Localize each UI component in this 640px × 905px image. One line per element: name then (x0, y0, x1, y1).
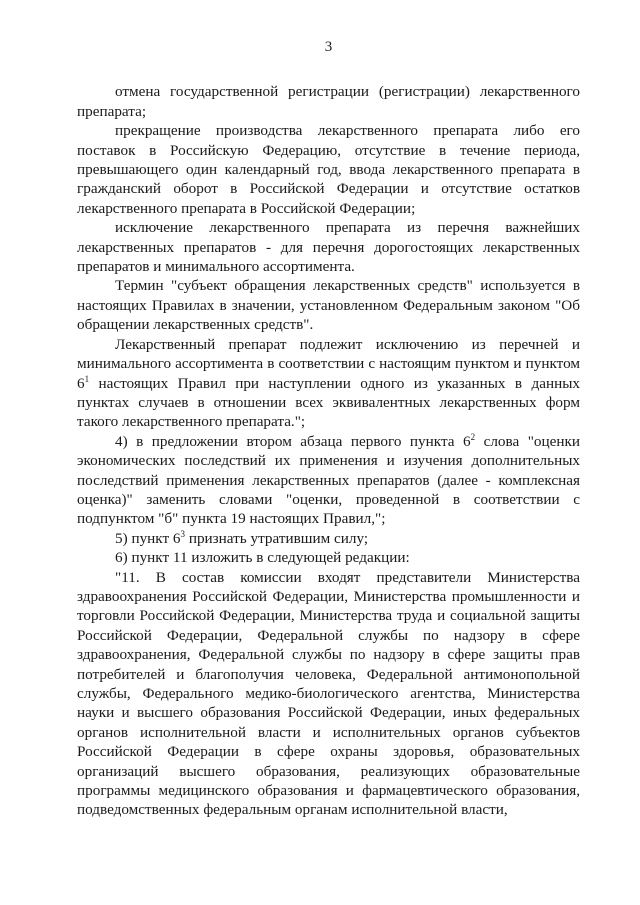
paragraph-text-before: 5) пункт 6 (115, 529, 181, 547)
paragraph-text-after: признать утратившим силу; (185, 529, 369, 547)
paragraph-exclusion-rule (77, 335, 580, 432)
paragraph-exclusion: исключение лекарственного препарата из перечня важнейших лекарственных препаратов - для перечня дорогостоящих лекарственных препаратов и минимального ассортимента. (77, 219, 580, 276)
superscript-index: 3 (180, 528, 186, 539)
paragraph-production-stop: прекращение производства лекарственного препарата либо его поставок в Российскую Федерацию, отсутствие в течение периода, превышающего один календарный год, ввода лекарственного препарата в гражданский оборот в Российской Федерации и отсутствие остатков лекарственного препарата в Российской Федерации; (77, 122, 580, 217)
paragraph-registration-cancel: отмена государственной регистрации (регистрации) лекарственного препарата; (77, 83, 580, 120)
superscript-index: 2 (470, 431, 476, 442)
superscript-index: 1 (84, 373, 90, 384)
paragraph-text-before: 4) в предложении втором абзаца первого пункта 6 (115, 432, 471, 450)
paragraph-item-11: "11. В состав комиссии входят представители Министерства здравоохранения Российской Федерации, Министерства промышленности и торговли Российской Федерации, Министерства труда и социальной защиты Российской Федерации, Федеральной службы по надзору в сфере здравоохранения, Федеральной службы по надзору в сфере защиты прав потребителей и благополучия человека, Федеральной антимонопольной службы, Федерального медико-биологического агентства, Министерства науки и высшего образования Российской Федерации, иных федеральных органов исполнительной власти и исполнительных органов субъектов Российской Федерации в сфере охраны здоровья, образовательных организаций высшего образования, реализующих образовательные программы медицинского образования и фармацевтического образования, подведомственных федеральным органам исполнительной власти, (77, 568, 580, 819)
paragraph-item-5 (77, 529, 580, 548)
paragraph-text-after: настоящих Правил при наступлении одного из указанных в данных пунктах случаев в отношении всех эквивалентных лекарственных форм такого лекарственного препарата."; (77, 374, 580, 431)
page-number: 3 (324, 39, 333, 55)
paragraph-item-6: 6) пункт 11 изложить в следующей редакции: (115, 549, 410, 567)
paragraph-term-definition: Термин "субъект обращения лекарственных средств" используется в настоящих Правилах в значении, установленном Федеральным законом "Об обращении лекарственных средств". (77, 277, 580, 334)
paragraph-item-4 (77, 432, 580, 529)
paragraph-text-before: Лекарственный препарат подлежит исключению из перечней и минимального ассортимента в соответствии с настоящим пунктом и пунктом 6 (77, 335, 580, 392)
paragraph-text-after: слова "оценки экономических последствий их применения и изучения дополнительных последствий применения лекарственных препаратов (далее - комплексная оценка)" заменить словами "оценки, проведенной в соответствии с подпунктом "б" пункта 19 настоящих Правил,"; (77, 432, 581, 528)
